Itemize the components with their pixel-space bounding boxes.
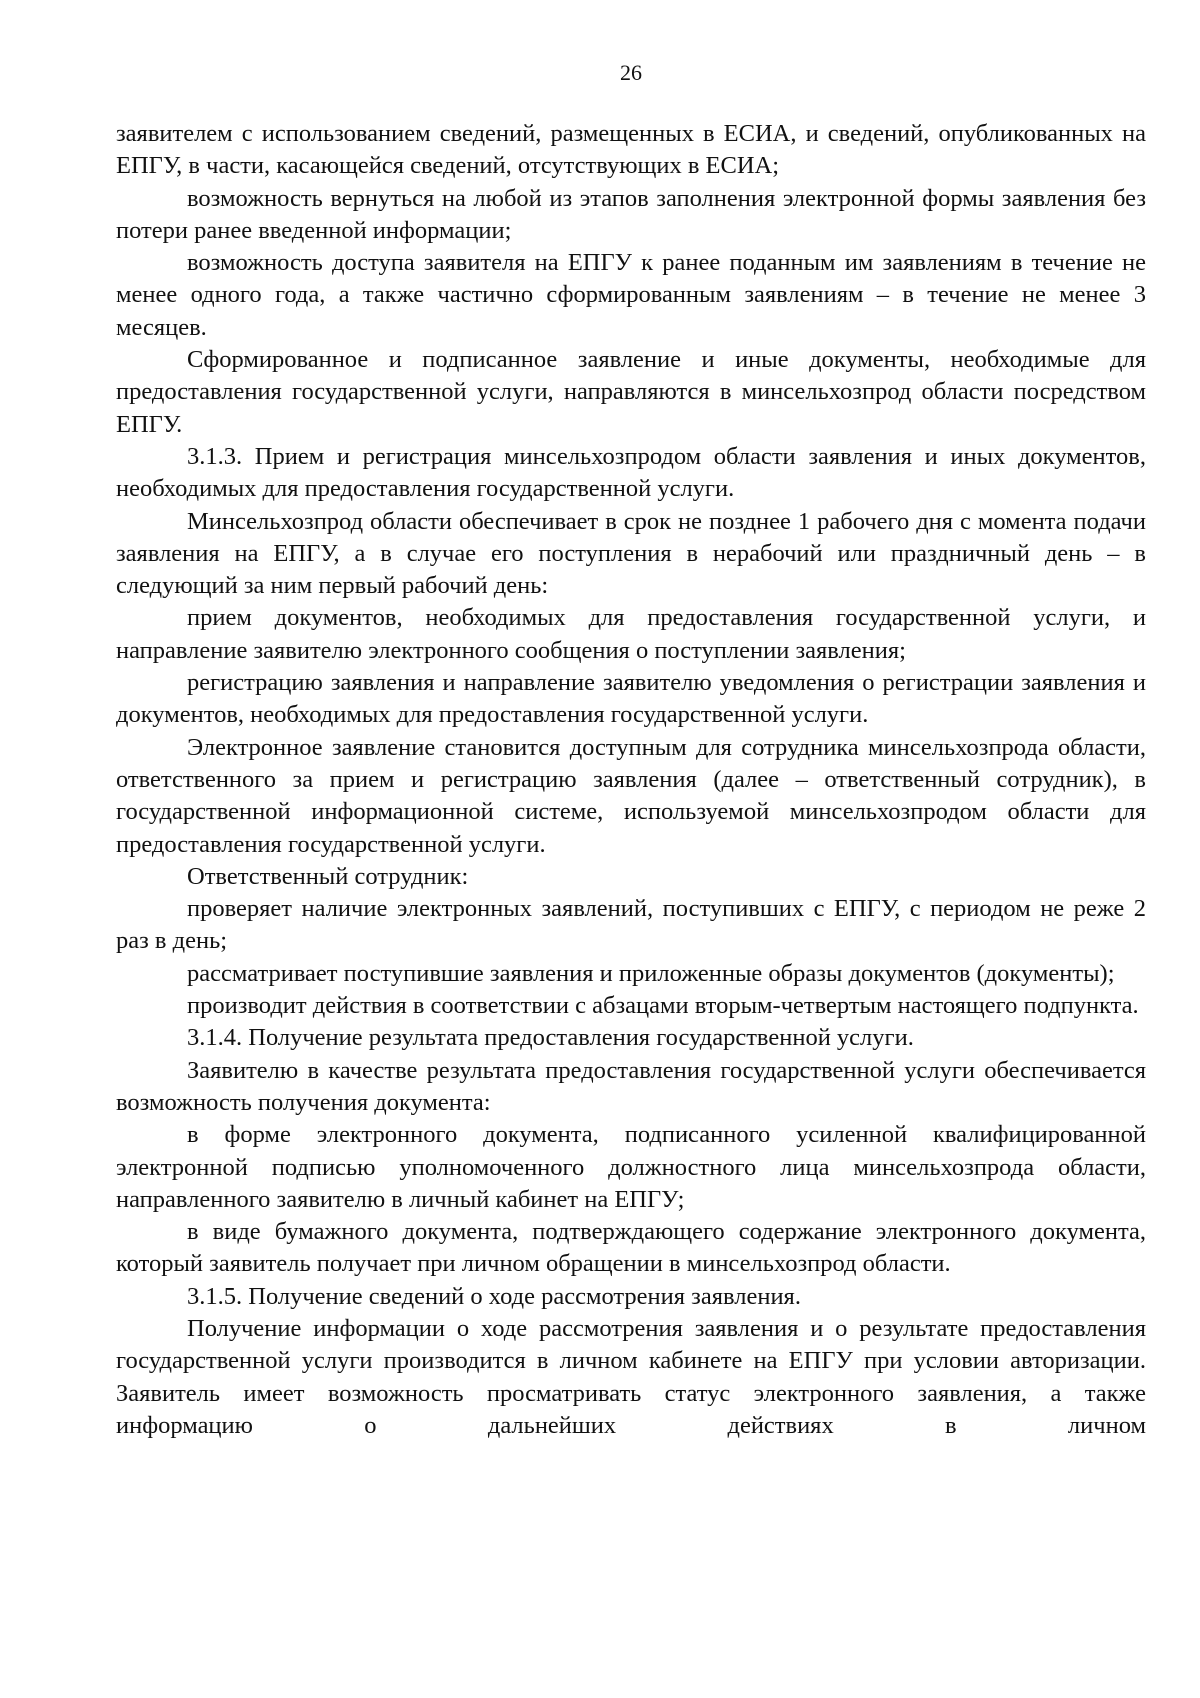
paragraph: рассматривает поступившие заявления и приложенные образы документов (документы); (187, 959, 1115, 987)
paragraph: Минсельхозпрод области обеспечивает в срок не позднее 1 рабочего дня с момента подачи заявления на ЕПГУ, а в случае его поступления в нерабочий или праздничный день – в следующий за ним первый рабочий день: (116, 507, 1146, 600)
paragraph: Электронное заявление становится доступным для сотрудника минсельхозпрода области, ответственного за прием и регистрацию заявления (далее – ответственный сотрудник), в государственной информационной системе, используемой минсельхозпродом области для предоставления государственной услуги. (116, 733, 1146, 858)
paragraph: возможность доступа заявителя на ЕПГУ к ранее поданным им заявлениям в течение не менее одного года, а также частично сформированным заявлениям – в течение не менее 3 месяцев. (116, 249, 1146, 341)
paragraph: регистрацию заявления и направление заявителю уведомления о регистрации заявления и документов, необходимых для предоставления государственной услуги. (116, 669, 1146, 729)
paragraph: проверяет наличие электронных заявлений, поступивших с ЕПГУ, с периодом не реже 2 раз в день; (116, 895, 1146, 955)
paragraph: заявителем с использованием сведений, размещенных в ЕСИА, и сведений, опубликованных на ЕПГУ, в части, касающейся сведений, отсутствующих в ЕСИА; (116, 120, 1146, 180)
page-number: 26 (620, 60, 642, 85)
document-body (116, 118, 1146, 1442)
paragraph: Получение информации о ходе рассмотрения заявления и о результате предоставления государственной услуги производится в личном кабинете на ЕПГУ при условии авторизации. Заявитель имеет возможность просматривать статус электронного заявления, а также информацию о дальнейших действиях в личном (116, 1314, 1146, 1439)
paragraph: 3.1.4. Получение результата предоставления государственной услуги. (187, 1024, 914, 1052)
paragraph: Заявителю в качестве результата предоставления государственной услуги обеспечивается возможность получения документа: (116, 1056, 1146, 1116)
paragraph: возможность вернуться на любой из этапов заполнения электронной формы заявления без потери ранее введенной информации; (116, 184, 1146, 244)
paragraph: в форме электронного документа, подписанного усиленной квалифицированной электронной подписью уполномоченного должностного лица минсельхозпрода области, направленного заявителю в личный кабинет на ЕПГУ; (116, 1121, 1146, 1213)
paragraph: производит действия в соответствии с абзацами вторым-четвертым настоящего подпункта. (187, 992, 1139, 1020)
paragraph: прием документов, необходимых для предоставления государственной услуги, и направление заявителю электронного сообщения о поступлении заявления; (116, 604, 1146, 664)
paragraph: в виде бумажного документа, подтверждающего содержание электронного документа, который заявитель получает при личном обращении в минсельхозпрод области. (116, 1218, 1146, 1278)
paragraph: Сформированное и подписанное заявление и иные документы, необходимые для предоставления государственной услуги, направляются в минсельхозпрод области посредством ЕПГУ. (116, 346, 1146, 438)
paragraph: Ответственный сотрудник: (187, 862, 469, 890)
paragraph: 3.1.5. Получение сведений о ходе рассмотрения заявления. (187, 1282, 801, 1310)
paragraph: 3.1.3. Прием и регистрация минсельхозпродом области заявления и иных документов, необходимых для предоставления государственной услуги. (116, 442, 1146, 503)
